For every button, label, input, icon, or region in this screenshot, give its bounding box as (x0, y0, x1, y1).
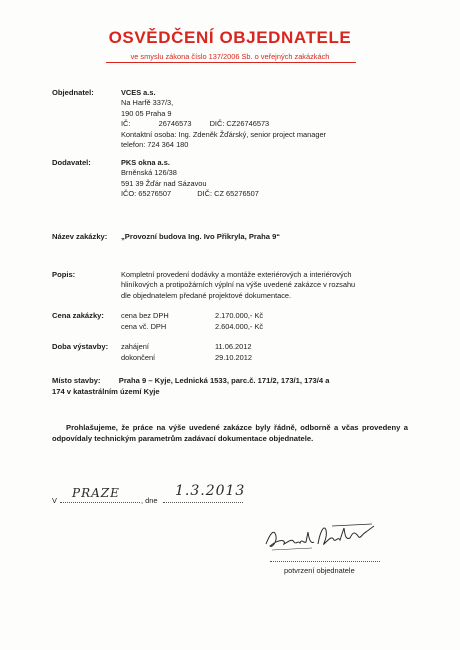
place-value: PRAZE (72, 486, 120, 500)
declaration-text: Prohlašujeme, že práce na výše uvedené zakázce byly řádně, odborně a včas provedeny a odpovídaly technickým parametrům zadávací dokumentace objednatele. (52, 423, 408, 443)
zakazka-value: „Provozní budova Ing. Ivo Přikryla, Praha 9“ (121, 232, 281, 241)
date-value: 1.3.2013 (175, 483, 246, 499)
zahajeni-label: zahájení (121, 342, 149, 351)
place-field (60, 486, 140, 503)
cena-label: Cena zakázky: (52, 311, 104, 320)
objednatel-ic-label: IČ: (121, 119, 131, 129)
dodavatel-city: 591 39 Žďár nad Sázavou (121, 178, 207, 188)
popis-line: Kompletní provedení dodávky a montáže exteriérových a interiérových (121, 270, 352, 279)
dodavatel-ids (121, 189, 259, 199)
dodavatel-name: PKS okna a.s. (121, 158, 170, 167)
signature-caption: potvrzení objednatele (284, 566, 355, 575)
cena-bez-label: cena bez DPH (121, 311, 169, 320)
cena-bez-value: 2.170.000,- Kč (215, 311, 264, 320)
objednatel-name: VCES a.s. (121, 88, 156, 97)
dodavatel-label: Dodavatel: (52, 158, 91, 167)
popis-label: Popis: (52, 270, 76, 279)
misto-block (52, 375, 412, 397)
objednatel-label: Objednatel: (52, 88, 94, 97)
doba-label: Doba výstavby: (52, 342, 109, 351)
misto-line1: Praha 9 – Kyje, Lednická 1533, parc.č. 171/2, 173/1, 173/4 a (118, 376, 330, 385)
zahajeni-value: 11.06.2012 (215, 342, 252, 351)
objednatel-ids (121, 119, 326, 129)
dokonceni-value: 29.10.2012 (215, 352, 252, 362)
cena-vc-value: 2.604.000,- Kč (215, 321, 264, 331)
objednatel-city: 190 05 Praha 9 (121, 108, 172, 118)
zakazka-label: Název zakázky: (52, 232, 108, 241)
document-title: OSVĚDČENÍ OBJEDNATELE (108, 28, 352, 47)
cena-vc-label: cena vč. DPH (121, 321, 167, 331)
popis-text (121, 270, 421, 301)
dodavatel-block (121, 158, 259, 200)
misto-label: Místo stavby: (52, 376, 101, 385)
title-underline (106, 62, 356, 63)
dodavatel-ico: IČO: 65276507 (121, 189, 172, 199)
popis-line: dle objednatelem předané projektové dokumentace. (121, 290, 292, 300)
date-field (163, 483, 246, 503)
objednatel-street: Na Harfě 337/3, (121, 98, 174, 108)
misto-line2: 174 v katastrálním území Kyje (52, 387, 160, 396)
dodavatel-street: Brněnská 126/38 (121, 168, 177, 178)
objednatel-block (121, 88, 326, 150)
signature-image (262, 514, 382, 558)
objednatel-ic-value: 26746573 (158, 119, 192, 129)
objednatel-dic: DIČ: CZ26746573 (209, 119, 270, 129)
signature-line (270, 561, 380, 562)
place-v-label: V (52, 496, 57, 505)
popis-line: hliníkových a protipožárních výplní na výše uvedené zakázce v rozsahu (121, 280, 356, 290)
date-label: , dne (141, 496, 158, 505)
document-subtitle: ve smyslu zákona číslo 137/2006 Sb. o veřejných zakázkách (130, 52, 330, 61)
dokonceni-label: dokončení (121, 352, 156, 362)
dodavatel-dic: DIČ: CZ 65276507 (197, 189, 259, 199)
objednatel-contact: Kontaktní osoba: Ing. Zdeněk Žďárský, senior project manager (121, 129, 327, 139)
objednatel-phone: telefon: 724 364 180 (121, 140, 189, 150)
